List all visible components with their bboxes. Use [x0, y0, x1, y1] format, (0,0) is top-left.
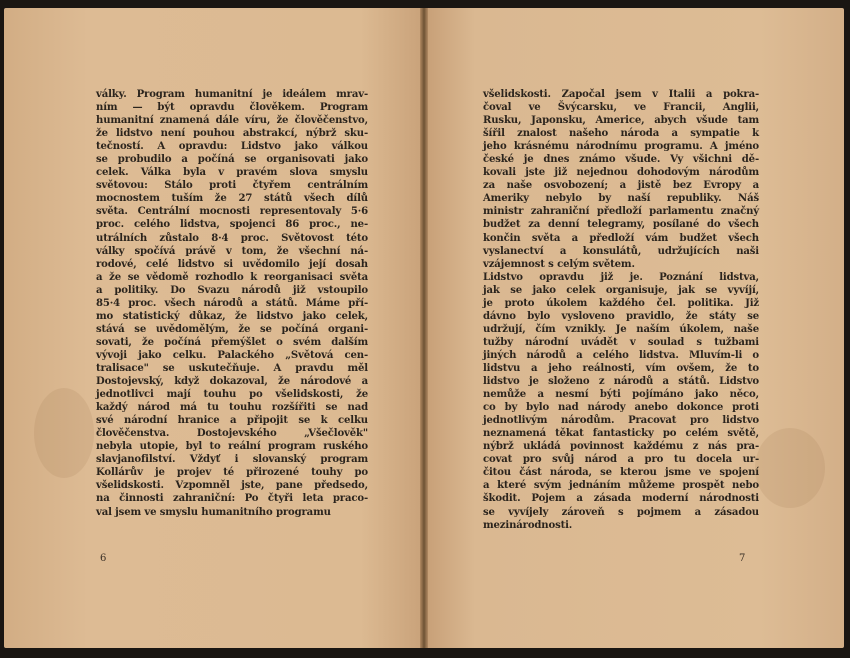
text-line: mocnostem tuším že 27 států všech dílů — [96, 193, 368, 205]
text-line: ministr zahraniční předloží parlamentu značný — [483, 206, 759, 218]
book-gutter — [420, 8, 428, 648]
text-line: celek. Válka byla v pravém slova smyslu — [96, 167, 368, 179]
text-line: všelidskosti. Vzpomněl jste, pane předsedo, — [96, 480, 368, 492]
text-line: co by bylo nad národy anebo dokonce proti — [483, 402, 759, 414]
text-line: slavjanofilství. Vždyť i slovanský program — [96, 454, 368, 466]
text-line: rodové, celé lidstvo si uvědomilo její dosah — [96, 258, 368, 270]
text-line: čitou část národa, se kterou jsme ve spojení — [483, 467, 759, 479]
text-line: ním — být opravdu člověkem. Program — [96, 102, 368, 114]
text-line: Kollárův je projev té přirozené touhy po — [96, 467, 368, 479]
text-line: a které svým jednáním můžeme prospět nebo — [483, 480, 759, 492]
text-line: vzájemnost s celým světem. — [483, 258, 635, 270]
text-line: dávno bylo vysloveno pravidlo, že státy se — [483, 310, 759, 322]
paper-stain — [34, 388, 94, 478]
book-spread — [4, 8, 846, 650]
text-line: Lidstvo opravdu již je. Poznání lidstva, — [483, 271, 759, 283]
text-line: vývoji jako celku. Palackého „Světová cen- — [96, 349, 368, 361]
page-number: 6 — [100, 553, 107, 564]
text-line: 85·4 proc. všech národů a států. Máme pří- — [96, 297, 368, 309]
text-line: končin světa a předloží vám budžet všech — [483, 232, 759, 244]
right-page — [425, 8, 844, 648]
text-line: stává se uvědomělým, že se počíná organi- — [96, 323, 368, 335]
text-line: neznamená těkat fantasticky po celém světě, — [483, 428, 759, 440]
text-line: lidstvu a jeho reálnosti, vím ovšem, že to — [483, 362, 759, 374]
text-line: všelidskosti. Započal jsem v Italii a pokra- — [483, 89, 759, 100]
text-line: nýbrž ukládá povinnost každému z nás pra- — [483, 441, 759, 453]
text-line: na činnosti zahraniční: Po čtyři leta praco- — [96, 493, 368, 505]
text-line: lidstvo je složeno z národů a států. Lidstvo — [483, 376, 759, 388]
text-line: nebyla utopie, byl to reální program ruského — [96, 441, 368, 453]
text-line: za naše osvobození; a jistě bez Evropy a — [483, 180, 759, 192]
text-line: jak se jako celek organisuje, jak se vyvíjí, — [483, 284, 759, 296]
text-line: covat pro svůj národ a pro tu docela ur- — [483, 454, 759, 466]
text-line: že lidstvo není pouhou abstrakcí, nýbrž sku- — [96, 128, 368, 140]
text-line: Ameriky nebylo by naší republiky. Náš — [483, 193, 759, 205]
text-line: mo statistický důkaz, že lidstvo jako celek, — [96, 310, 368, 322]
text-line: tečností. A opravdu: Lidstvo jako válkou — [96, 141, 368, 153]
text-line: čoval ve Švýcarsku, ve Francii, Anglii, — [483, 102, 759, 114]
text-line: tužby národní uvádět v soulad s tužbami — [483, 336, 759, 348]
text-line: nemůže a nesmí býti pojímáno jako něco, — [483, 389, 759, 401]
left-page — [4, 8, 423, 648]
text-line: je proto úkolem každého čel. politika. Již — [483, 297, 759, 309]
text-line: udržují, čím vznikly. Je naším úkolem, naše — [483, 323, 759, 335]
text-line: jednotlivci mají touhu po všelidskosti, že — [96, 389, 368, 401]
paper-stain — [755, 428, 825, 508]
text-line: jeho krásnému národnímu programu. A jméno — [483, 141, 759, 153]
text-line: války. Program humanitní je ideálem mrav- — [96, 89, 368, 100]
text-line: a že se vědomě rozhodlo k reorganisaci světa — [96, 271, 368, 283]
text-line: humanitní znamená dále víru, že člověčenstvo, — [96, 115, 368, 127]
text-line: Rusku, Japonsku, Americe, abych všude tam — [483, 115, 759, 127]
text-line: české je dnes známo všude. Vy všichni dě- — [483, 154, 759, 166]
text-line: války spočívá právě v tom, že všechní ná- — [96, 245, 368, 257]
text-line: světovou: Stálo proti čtyřem centrálním — [96, 180, 368, 192]
text-line: utrálních zůstalo 8·4 proc. Světovost této — [96, 232, 368, 244]
text-line: tralisace" se uskutečňuje. A pravdu měl — [96, 362, 368, 374]
text-line: každý národ má tu touhu rozšířiti se nad — [96, 402, 368, 414]
text-line: sovati, že počíná přemýšlet o svém dalším — [96, 336, 368, 348]
text-line: a politiky. Do Svazu národů již vstoupilo — [96, 284, 368, 296]
right-page-text — [483, 88, 759, 532]
text-line: jednotlivým národům. Pracovat pro lidstvo — [483, 415, 759, 427]
text-line: Dostojevský, když dokazoval, že národové a — [96, 376, 368, 388]
text-line: se probudilo a počíná se organisovati jako — [96, 154, 368, 166]
text-line: své národní hranice a připojit se k celku — [96, 415, 368, 427]
text-line: vyslanectví a konsulátů, udržujících naši — [483, 245, 759, 257]
text-line: šířil znalost našeho národa a sympatie k — [483, 128, 759, 140]
text-line: proc. celého lidstva, spojenci 86 proc., ne- — [96, 219, 368, 231]
text-line: kovali jste již nejednou dohodovým národům — [483, 167, 759, 179]
text-line: světa. Centrální mocnosti representovaly 5·6 — [96, 206, 368, 218]
text-line: člověčenstva. Dostojevského „Všečlověk" — [96, 428, 368, 440]
text-line: val jsem ve smyslu humanitního programu — [96, 506, 331, 518]
text-line: jiných národů a celého lidstva. Mluvím-li o — [483, 349, 759, 361]
page-number: 7 — [739, 553, 746, 564]
text-line: budžet za denní telegramy, posílané do všech — [483, 219, 759, 231]
text-line: mezinárodnosti. — [483, 519, 573, 531]
text-line: škodit. Pojem a zásada moderní národnosti — [483, 493, 759, 505]
text-line: se vyvíjely zároveň s pojmem a zásadou — [483, 506, 759, 518]
left-page-text — [96, 88, 368, 519]
